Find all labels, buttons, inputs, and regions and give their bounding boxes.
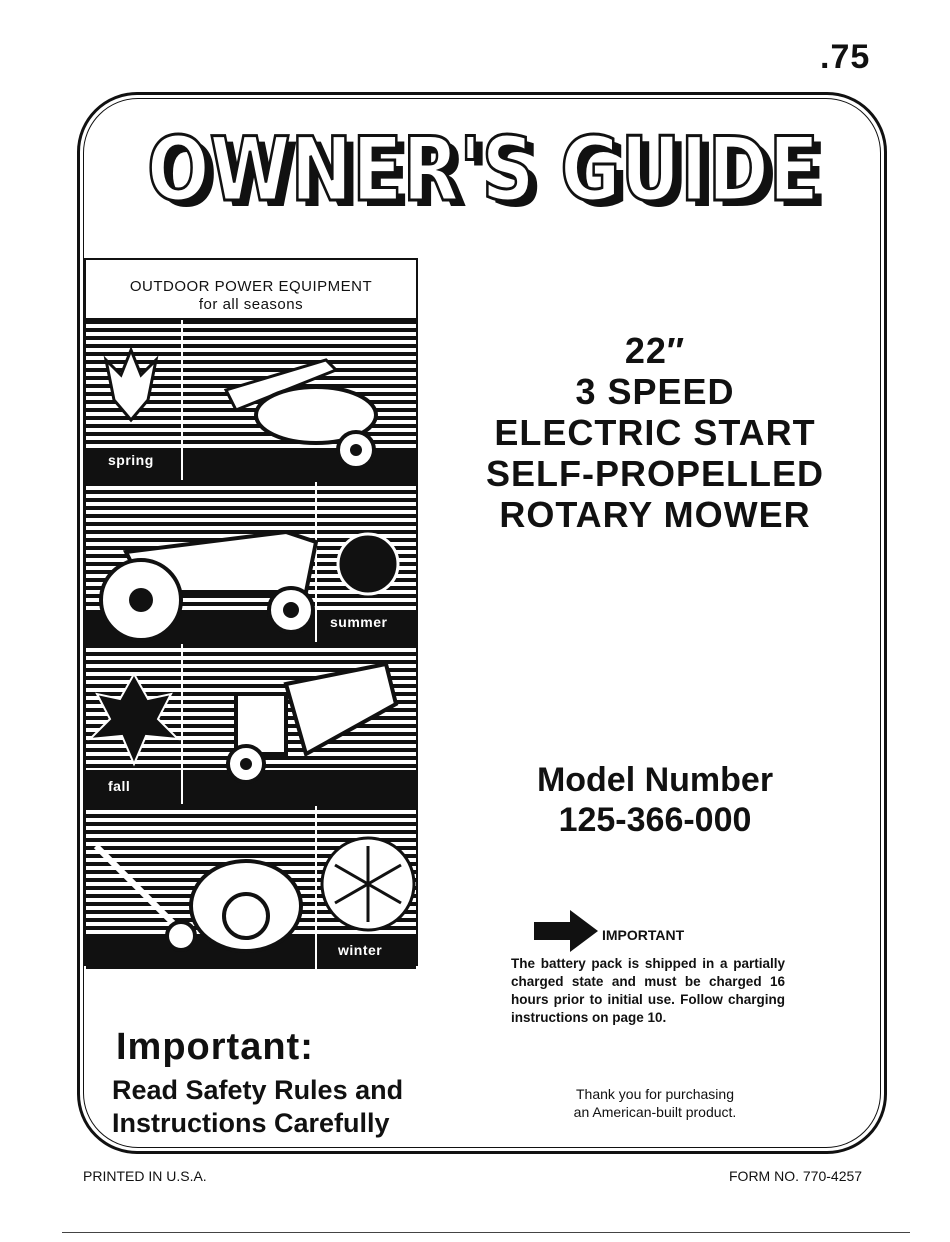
season-winter: [86, 804, 416, 969]
sun-icon: [338, 534, 398, 594]
product-type: ROTARY MOWER: [499, 494, 811, 535]
arrow-right-icon: [532, 908, 600, 954]
season-label-summer: summer: [330, 614, 388, 630]
owners-guide-title-art: [135, 110, 835, 222]
safety-line1: Read Safety Rules and: [112, 1075, 404, 1105]
product-description: [470, 330, 840, 535]
seasons-panel: [84, 258, 418, 966]
form-number: FORM NO. 770-4257: [729, 1168, 863, 1184]
leaf-vacuum-illustration: [86, 644, 416, 804]
product-start: ELECTRIC START: [494, 412, 816, 453]
thanks-line1: Thank you for purchasing: [576, 1086, 734, 1102]
season-label-spring: spring: [108, 452, 154, 468]
battery-notice: The battery pack is shipped in a partially charged state and must be charged 16 hours prior to initial use. Follow charging instructions on page 10.: [511, 956, 785, 1025]
thank-you-note: [520, 1085, 790, 1121]
season-summer: [86, 480, 416, 642]
model-block: [470, 760, 840, 840]
season-label-winter: winter: [338, 942, 383, 958]
product-size: 22″: [624, 330, 686, 371]
title-text: OWNER'S GUIDE: [147, 118, 819, 221]
season-fall: [86, 642, 416, 804]
important-heading: Important:: [116, 1026, 314, 1068]
season-label-fall: fall: [108, 778, 131, 794]
notice-heading: IMPORTANT: [602, 927, 685, 943]
safety-instructions: [112, 1074, 403, 1140]
bottom-rule: [62, 1232, 910, 1233]
safety-line2: Instructions Carefully: [112, 1108, 390, 1138]
panel-header: [86, 260, 416, 318]
product-drive: SELF-PROPELLED: [485, 453, 825, 494]
panel-header-line1: OUTDOOR POWER EQUIPMENT: [129, 278, 373, 295]
model-label: Model Number: [536, 761, 774, 799]
price-label: .75: [820, 38, 871, 76]
title-shadow: OWNER'S GUIDE: [155, 124, 827, 222]
printed-in-label: PRINTED IN U.S.A.: [83, 1168, 207, 1184]
thanks-line2: an American-built product.: [573, 1104, 737, 1120]
product-speed: 3 SPEED: [575, 371, 735, 412]
season-spring: [86, 318, 416, 480]
model-number: 125-366-000: [558, 801, 752, 839]
panel-header-line2: for all seasons: [198, 296, 304, 313]
